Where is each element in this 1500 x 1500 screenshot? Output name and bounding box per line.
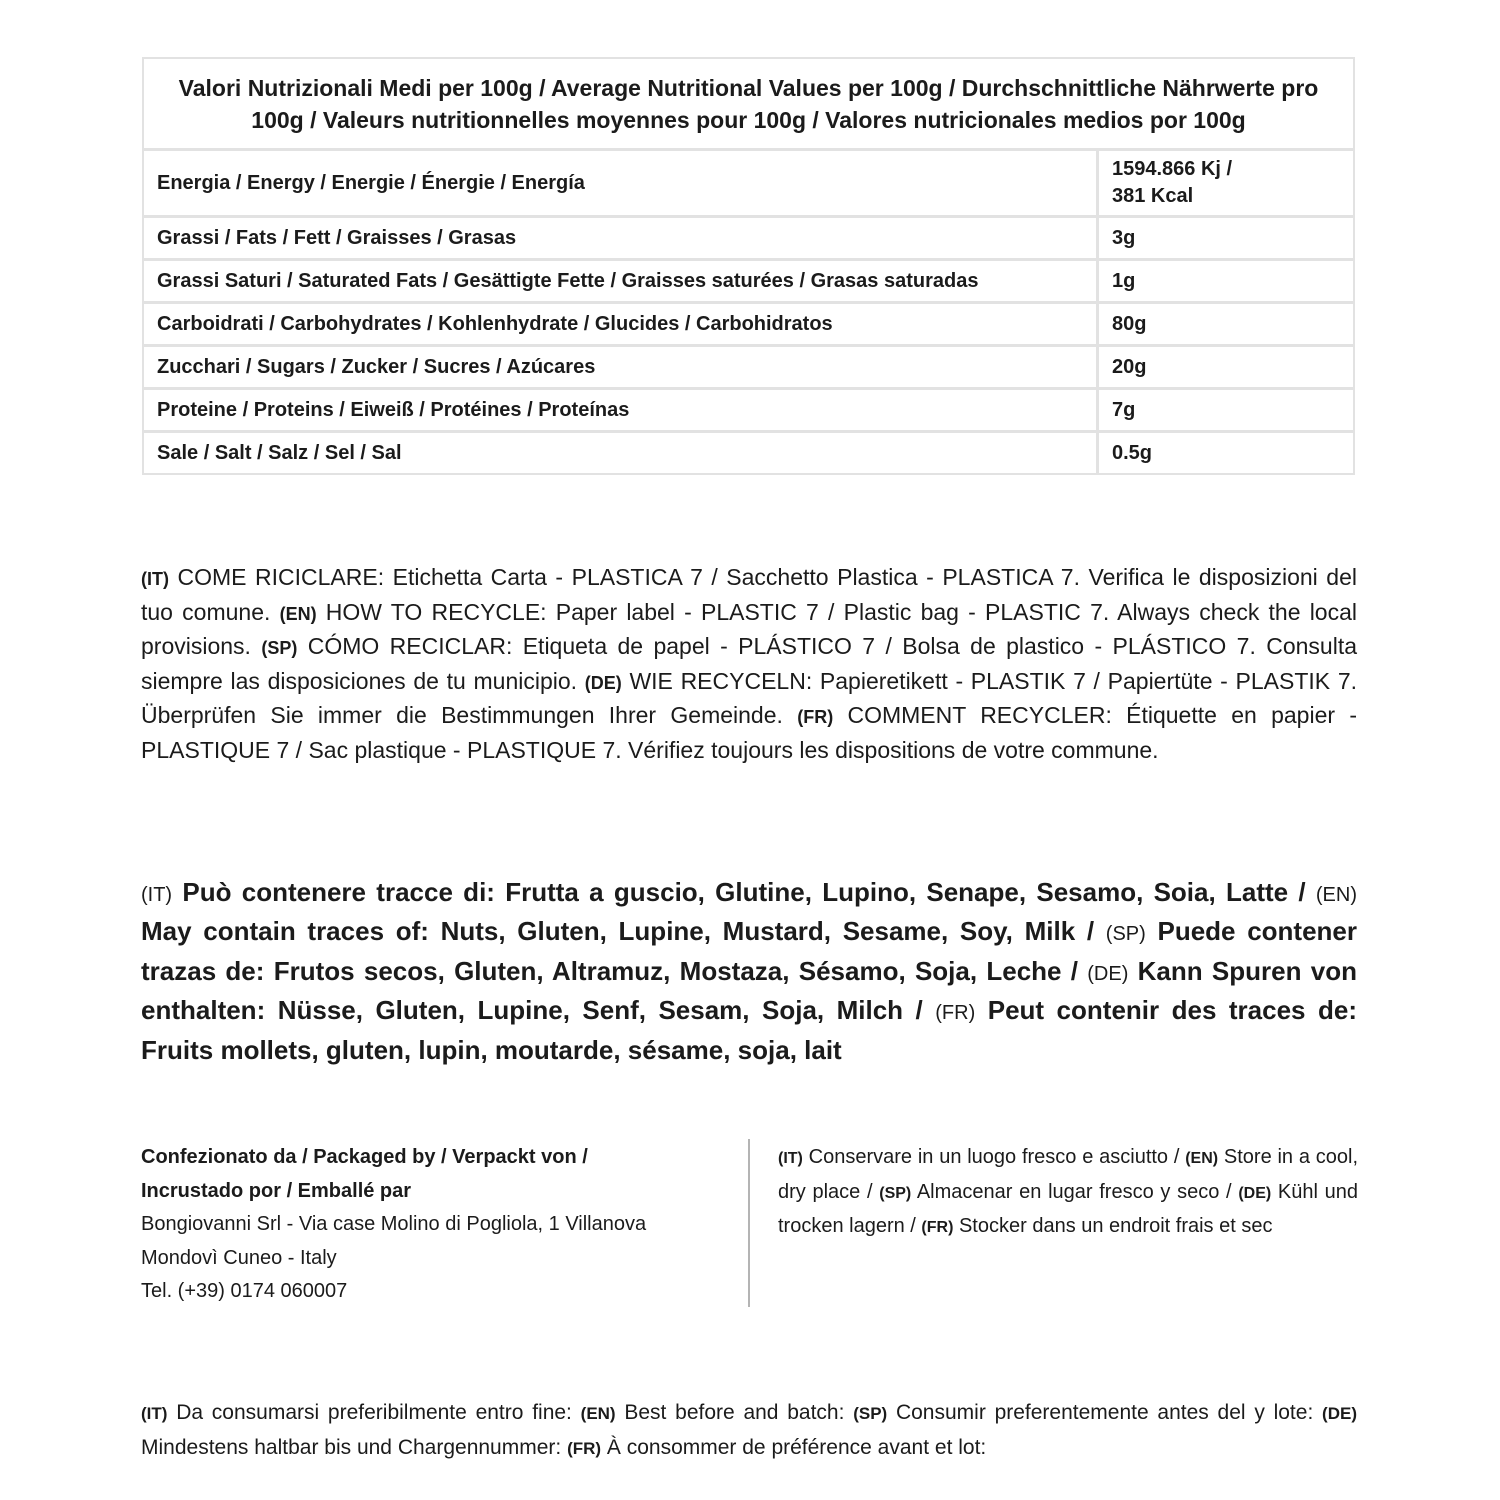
table-row: [144, 151, 1353, 218]
allergen-text: Puede contener trazas de: Frutos secos, Gluten, Altramuz, Mostaza, Sésamo, Soja, Leche /: [141, 916, 1357, 986]
nutrient-value: [1099, 151, 1353, 215]
best-before-text: Mindestens haltbar bis und Chargennummer:: [141, 1436, 568, 1459]
storage-text: Almacenar en lugar fresco y seco /: [911, 1180, 1239, 1203]
language-code: (DE): [584, 672, 622, 693]
language-code: (FR): [567, 1439, 602, 1458]
nutrient-label: Sale / Salt / Salz / Sel / Sal: [144, 433, 1099, 473]
column-divider: [748, 1139, 750, 1307]
language-code: (IT): [778, 1150, 803, 1167]
best-before-notice: [141, 1396, 1357, 1466]
storage-text: Kühl und trocken lagern /: [778, 1180, 1358, 1237]
language-code: (SP): [879, 1184, 912, 1202]
allergen-text: Kann Spuren von enthalten: Nüsse, Gluten, Lupine, Senf, Sesam, Soja, Milch /: [141, 955, 1357, 1026]
language-code: (SP): [853, 1404, 888, 1423]
table-row: [144, 304, 1353, 347]
recycling-text: HOW TO RECYCLE: Paper label - PLASTIC 7 / Plastic bag - PLASTIC 7. Always check the local provisions.: [141, 598, 1357, 660]
recycling-text: COMMENT RECYCLER: Étiquette en papier - PLASTIQUE 7 / Sac plastique - PLASTIQUE 7. Vérifiez toujours les dispositions de votre commune.: [141, 702, 1357, 763]
language-code: (EN): [1315, 884, 1357, 906]
table-row: [144, 218, 1353, 261]
nutrition-table-title: Valori Nutrizionali Medi per 100g / Average Nutritional Values per 100g / Durchschnittliche Nährwerte pro 100g / Valeurs nutritionnelles moyennes pour 100g / Valores nutricionales medios por 100g: [144, 59, 1353, 151]
nutrient-label: Energia / Energy / Energie / Énergie / Energía: [144, 151, 1099, 215]
allergen-text: Può contenere tracce di: Frutta a guscio, Glutine, Lupino, Senape, Sesamo, Soia, Latte /: [172, 877, 1316, 907]
nutrient-value: 0.5g: [1112, 441, 1153, 464]
nutrient-label: Proteine / Proteins / Eiweiß / Protéines / Proteínas: [144, 390, 1099, 430]
nutrient-value: 3g: [1112, 226, 1136, 249]
allergen-text: May contain traces of: Nuts, Gluten, Lupine, Mustard, Sesame, Soy, Milk /: [141, 916, 1106, 947]
packager-phone: Tel. (+39) 0174 060007: [141, 1280, 348, 1302]
best-before-text: Best before and batch:: [615, 1401, 854, 1424]
storage-text: Store in a cool, dry place /: [778, 1146, 1358, 1203]
language-code: (FR): [935, 1002, 976, 1025]
language-code: (EN): [279, 603, 317, 624]
language-code: (IT): [141, 1404, 168, 1423]
best-before-text: Da consumarsi preferibilmente entro fine:: [167, 1401, 581, 1424]
table-row: [144, 433, 1353, 473]
recycling-text: WIE RECYCELN: Papieretikett - PLASTIK 7 / Papiertüte - PLASTIK 7. Überprüfen Sie immer die Bestimmungen Ihrer Gemeinde.: [141, 667, 1357, 729]
nutrient-label: Zucchari / Sugars / Zucker / Sucres / Azúcares: [144, 347, 1099, 387]
allergen-text: Peut contenir des traces de: Fruits mollets, gluten, lupin, moutarde, sésame, soja, lait: [141, 995, 1357, 1065]
best-before-text: Consumir preferentemente antes del y lote:: [887, 1401, 1323, 1424]
allergen-warning: [141, 874, 1357, 1068]
nutrient-label: Grassi Saturi / Saturated Fats / Gesättigte Fette / Graisses saturées / Grasas saturadas: [144, 261, 1099, 301]
nutrient-value: 7g: [1112, 398, 1136, 421]
language-code: (SP): [1105, 923, 1146, 946]
packager-address: Bongiovanni Srl - Via case Molino di Pogliola, 1 Villanova: [141, 1213, 647, 1235]
energy-kj: 1594.866 Kj /: [1112, 158, 1233, 180]
table-row: [144, 261, 1353, 304]
table-row: [144, 347, 1353, 390]
packager-address: Mondovì Cuneo - Italy: [141, 1246, 337, 1269]
language-code: (DE): [1322, 1404, 1357, 1423]
recycling-text: CÓMO RECICLAR: Etiqueta de papel - PLÁSTICO 7 / Bolsa de plastico - PLÁSTICO 7. Consulta siempre las disposiciones de tu municipio.: [141, 633, 1358, 694]
recycling-instructions: [141, 561, 1357, 767]
language-code: (DE): [1238, 1184, 1272, 1202]
packaged-by-block: [141, 1141, 731, 1309]
language-code: (EN): [580, 1404, 616, 1423]
language-code: (EN): [1185, 1150, 1219, 1167]
language-code: (IT): [141, 884, 173, 906]
storage-text: Conservare in un luogo fresco e asciutto /: [802, 1146, 1186, 1168]
packaged-by-heading: Confezionato da / Packaged by / Verpackt von /: [141, 1146, 588, 1168]
energy-kcal: 381 Kcal: [1112, 185, 1194, 207]
nutrient-value: 80g: [1112, 312, 1147, 335]
table-row: [144, 390, 1353, 433]
storage-text: Stocker dans un endroit frais et sec: [953, 1215, 1273, 1237]
language-code: (DE): [1087, 962, 1129, 985]
nutrient-value: 20g: [1112, 355, 1147, 378]
nutrient-label: Grassi / Fats / Fett / Graisses / Grasas: [144, 218, 1099, 258]
packaged-by-heading: Incrustado por / Emballé par: [141, 1179, 412, 1202]
storage-instructions: [778, 1141, 1358, 1245]
language-code: (IT): [141, 569, 169, 589]
language-code: (SP): [261, 638, 298, 659]
best-before-text: À consommer de préférence avant et lot:: [601, 1436, 987, 1459]
language-code: (FR): [797, 707, 834, 728]
nutrient-label: Carboidrati / Carbohydrates / Kohlenhydrate / Glucides / Carbohidratos: [144, 304, 1099, 344]
nutrient-value: 1g: [1112, 269, 1136, 292]
language-code: (FR): [921, 1219, 954, 1236]
recycling-text: COME RICICLARE: Etichetta Carta - PLASTICA 7 / Sacchetto Plastica - PLASTICA 7. Verifica le disposizioni del tuo comune.: [141, 564, 1357, 625]
nutrition-table: [142, 57, 1355, 475]
